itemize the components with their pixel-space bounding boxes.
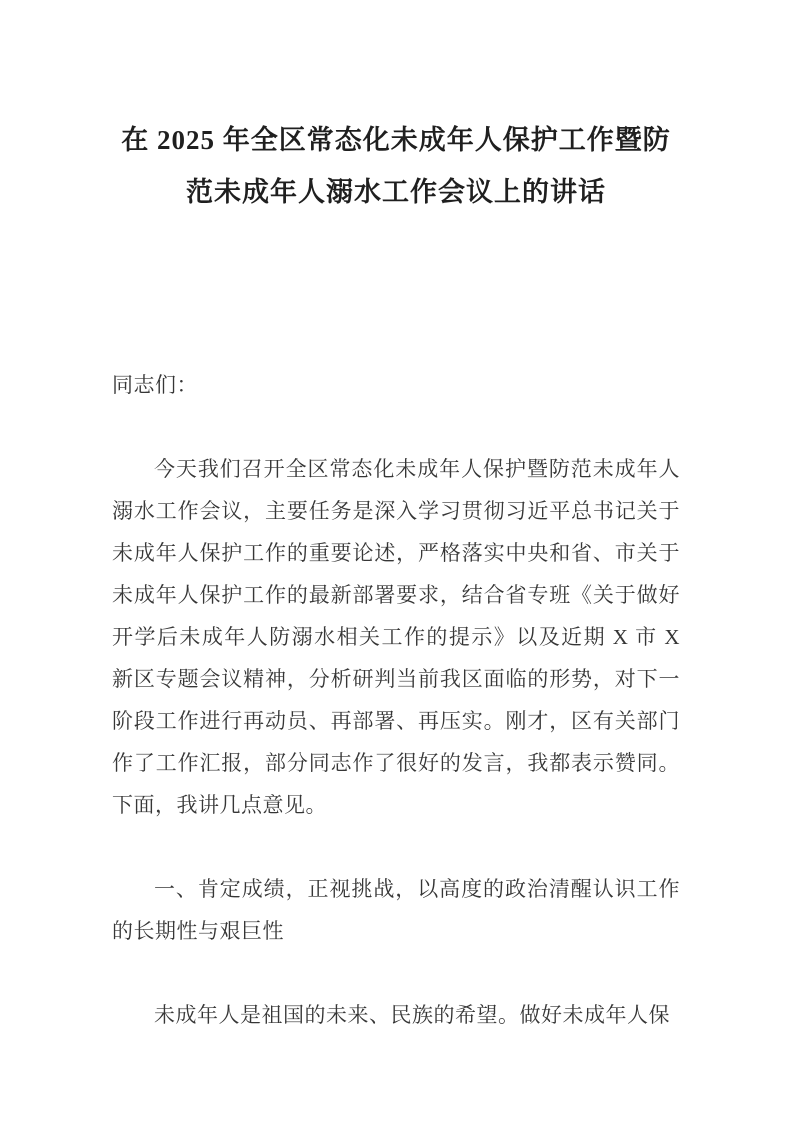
paragraph-opening: 今天我们召开全区常态化未成年人保护暨防范未成年人溺水工作会议，主要任务是深入学习贯彻习近平总书记关于未成年人保护工作的重要论述，严格落实中央和省、市关于未成年人保护工作的最新部署要求，结合省专班《关于做好开学后未成年人防溺水相关工作的提示》以及近期 X 市 X 新区专题会议精神，分析研判当前我区面临的形势，对下一阶段工作进行再动员、再部署、再压实。刚才，区有关部门作了工作汇报，部分同志作了很好的发言，我都表示赞同。下面，我讲几点意见。 [112, 457, 680, 817]
document-title: 在 2025 年全区常态化未成年人保护工作暨防范未成年人溺水工作会议上的讲话 [121, 125, 671, 207]
paragraph-section-1-intro: 未成年人是祖国的未来、民族的希望。做好未成年人保 [154, 1003, 670, 1027]
salutation: 同志们： [112, 373, 198, 397]
document-body [112, 364, 680, 1036]
section-heading-1: 一、肯定成绩，正视挑战，以高度的政治清醒认识工作的长期性与艰巨性 [112, 877, 680, 943]
